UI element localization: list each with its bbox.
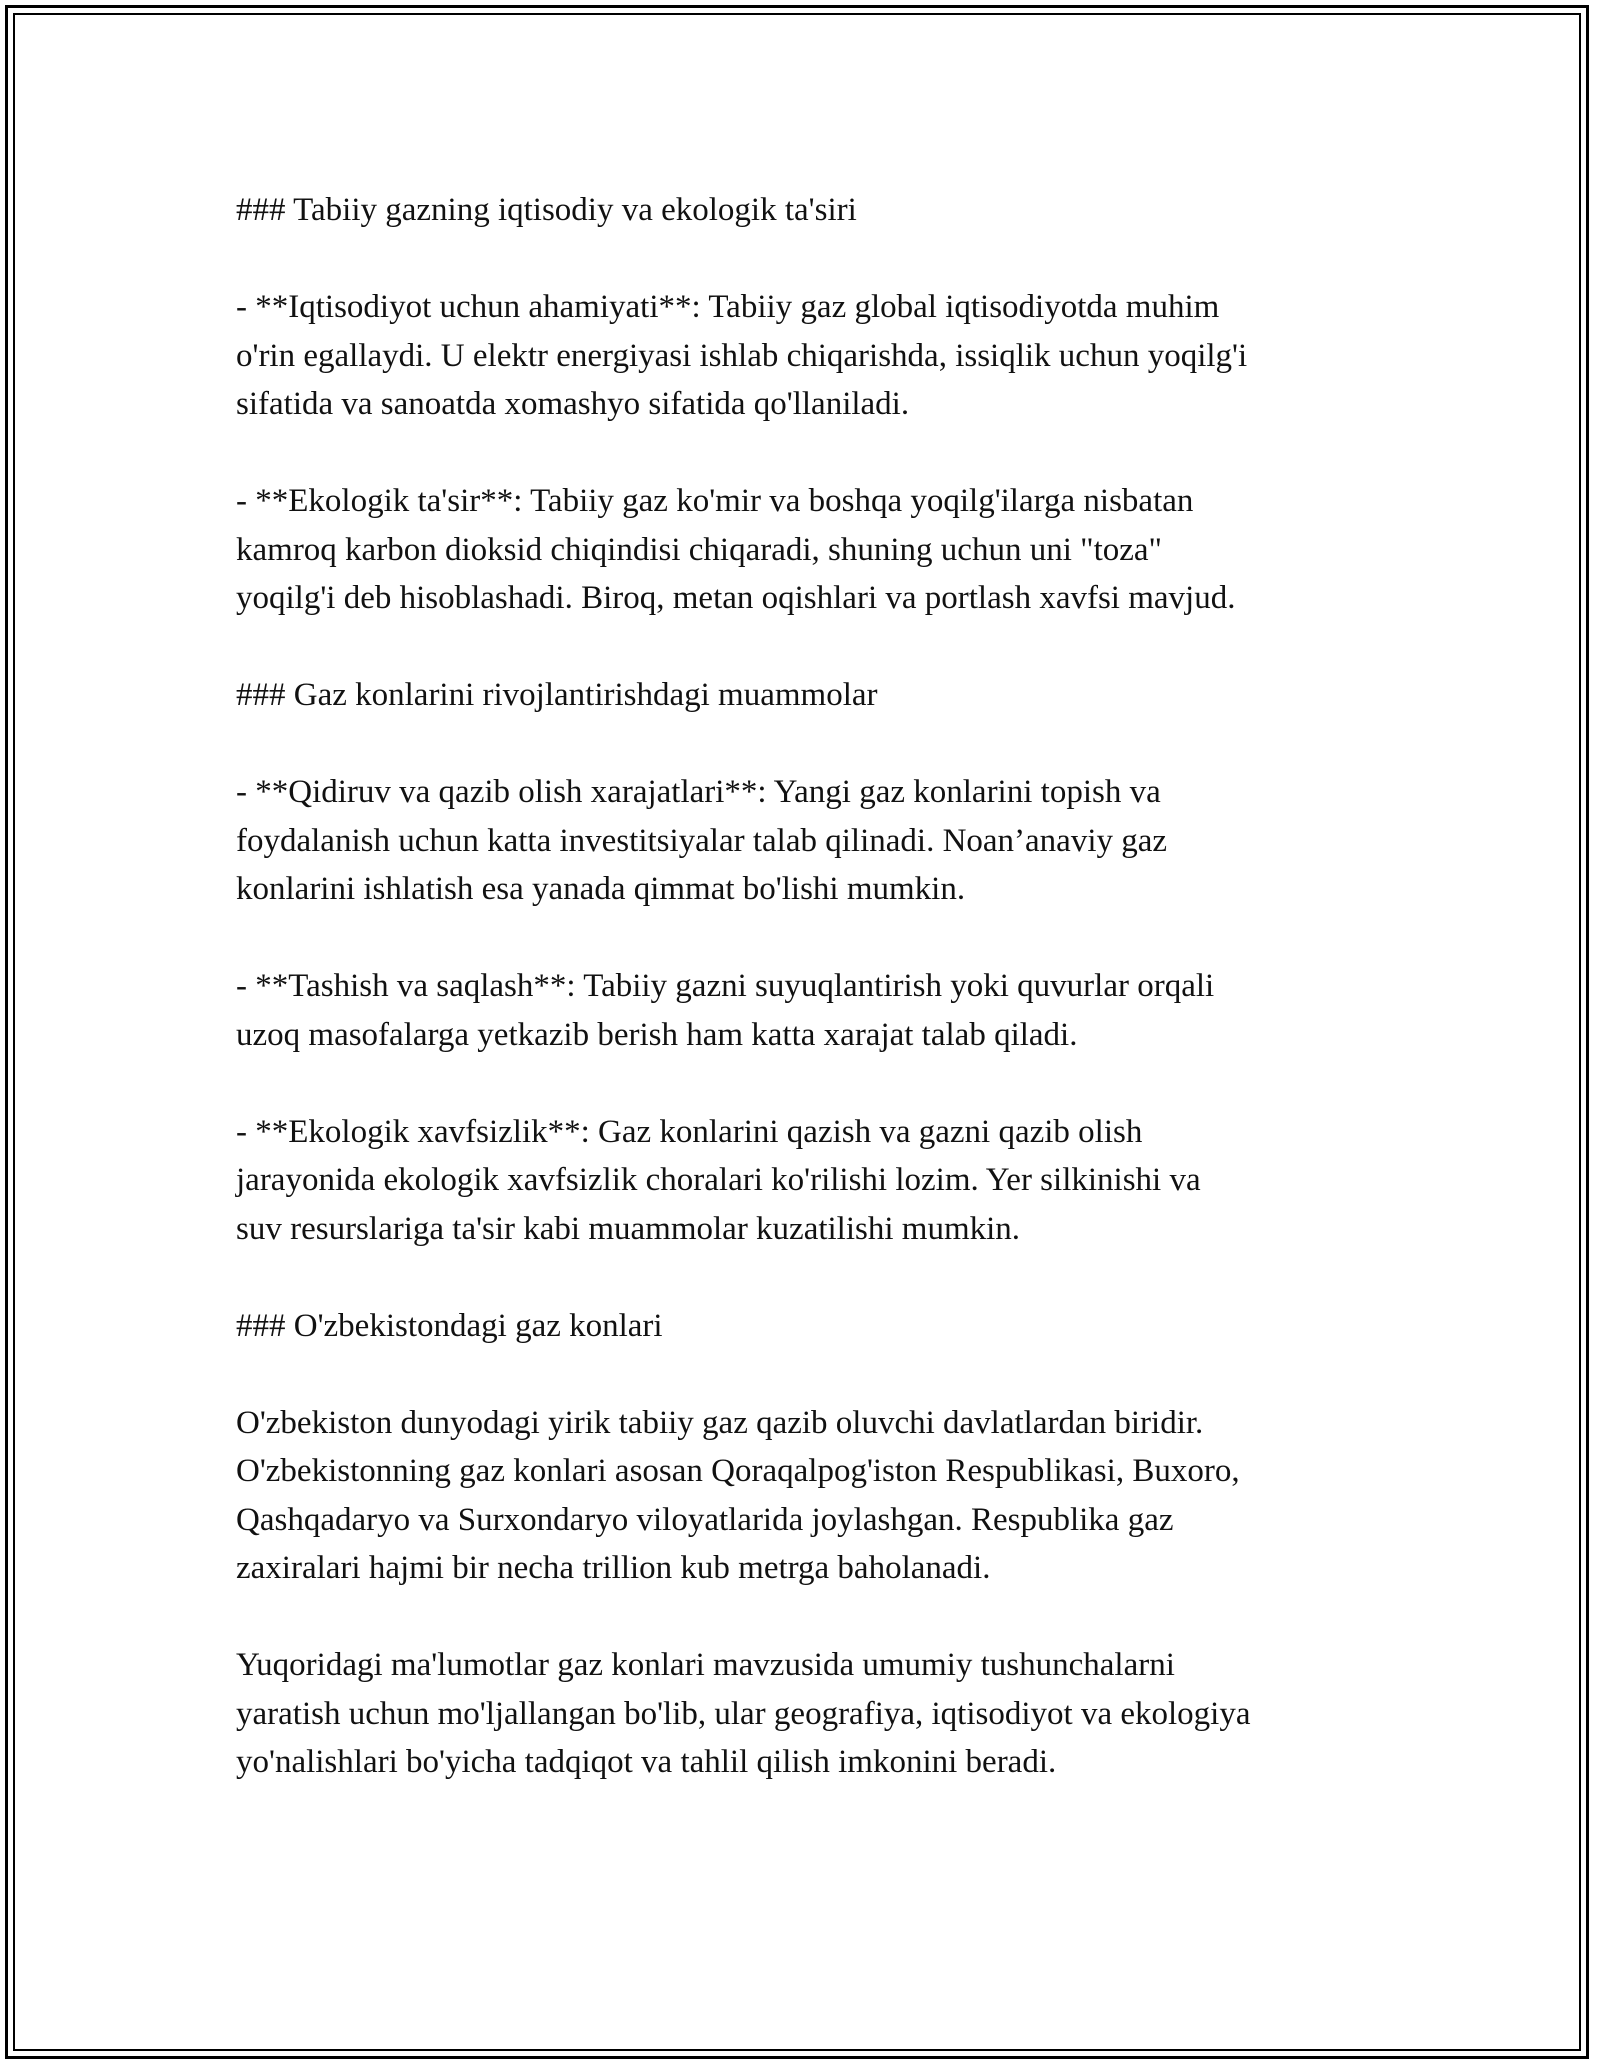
document-body [236, 186, 1396, 1835]
section-heading-uzbekistan-gas-fields: ### O'zbekistondagi gaz konlari [236, 1307, 663, 1344]
section-heading-economic-ecological: ### Tabiiy gazning iqtisodiy va ekologik ta'siri [236, 192, 857, 228]
paragraph-economy-importance: - **Iqtisodiyot uchun ahamiyati**: Tabiiy gaz global iqtisodiyotda muhim o'rin egallaydi. U elektr energiyasi ishlab chiqarishda, issiqlik uchun yoqilg'i sifatida va sanoatda xomashyo sifatida qo'llaniladi. [236, 289, 1248, 422]
paragraph-exploration-costs: - **Qidiruv va qazib olish xarajatlari**: Yangi gaz konlarini topish va foydalanish uchun katta investitsiyalar talab qilinadi. Noan’anaviy gaz konlarini ishlatish esa yanada qimmat bo'lishi mumkin. [236, 774, 1168, 907]
section-heading-development-problems: ### Gaz konlarini rivojlantirishdagi muammolar [236, 677, 878, 713]
paragraph-ecological-impact: - **Ekologik ta'sir**: Tabiiy gaz ko'mir va boshqa yoqilg'ilarga nisbatan kamroq karbon dioksid chiqindisi chiqaradi, shuning uchun uni "toza" yoqilg'i deb hisoblashadi. Biroq, metan oqishlari va portlash xavfsi mavjud. [236, 483, 1236, 616]
paragraph-transport-storage: - **Tashish va saqlash**: Tabiiy gazni suyuqlantirish yoki quvurlar orqali uzoq masofalarga yetkazib berish ham katta xarajat talab qiladi. [236, 968, 1215, 1053]
paragraph-uzbekistan-overview: O'zbekiston dunyodagi yirik tabiiy gaz qazib oluvchi davlatlardan biridir. O'zbekistonning gaz konlari asosan Qoraqalpog'iston Respublikasi, Buxoro, Qashqadaryo va Surxondaryo viloyatlarida joylashgan. Respublika gaz zaxiralari hajmi bir necha trillion kub metrga baholanadi. [236, 1404, 1240, 1586]
paragraph-conclusion: Yuqoridagi ma'lumotlar gaz konlari mavzusida umumiy tushunchalarni yaratish uchun mo'ljallangan bo'lib, ular geografiya, iqtisodiyot va ekologiya yo'nalishlari bo'yicha tadqiqot va tahlil qilish imkonini beradi. [236, 1647, 1251, 1780]
paragraph-ecological-safety: - **Ekologik xavfsizlik**: Gaz konlarini qazish va gazni qazib olish jarayonida ekologik xavfsizlik choralari ko'rilishi lozim. Yer silkinishi va suv resurslariga ta'sir kabi muammolar kuzatilishi mumkin. [236, 1113, 1201, 1247]
